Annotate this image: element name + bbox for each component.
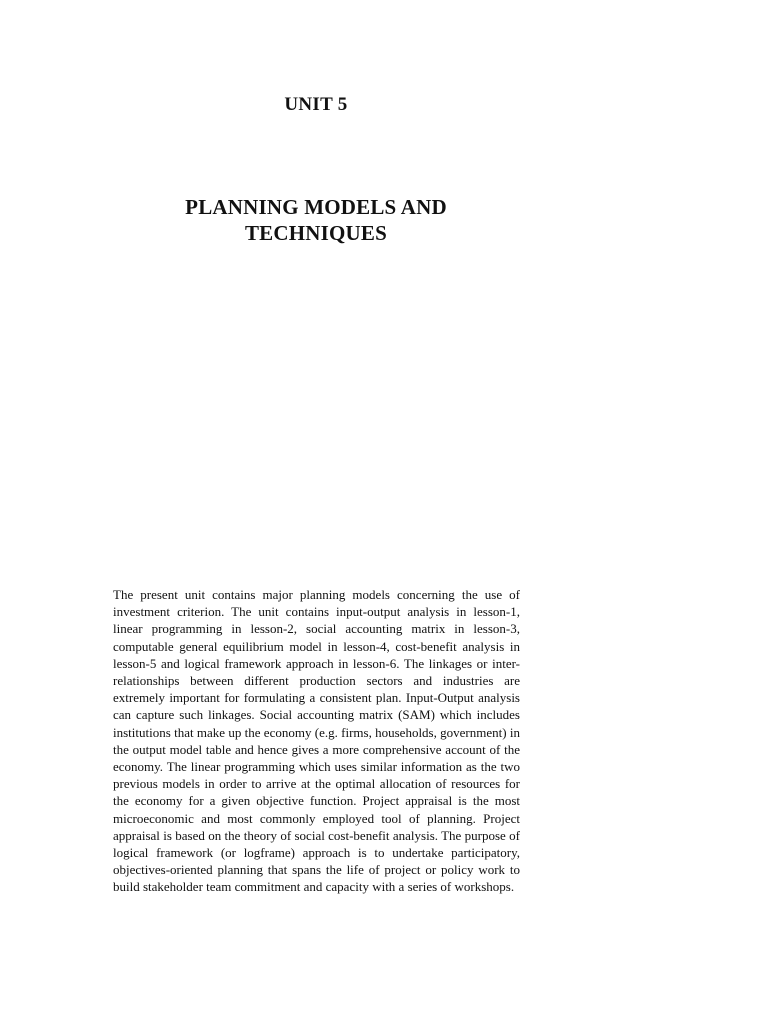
intro-paragraph: The present unit contains major planning models concerning the use of investment criterion. The unit contains input-output analysis in lesson-1, linear programming in lesson-2, social accounting matrix in lesson-3, computable general equilibrium model in lesson-4, cost-benefit analysis in lesson-5 and logical framework approach in lesson-6. The linkages or inter-relationships between different production sectors and industries are extremely important for formulating a consistent plan. Input-Output analysis can capture such linkages. Social accounting matrix (SAM) which includes institutions that make up the economy (e.g. firms, households, government) in the output model table and hence gives a more comprehensive account of the economy. The linear programming which uses similar information as the two previous models in order to arrive at the optimal allocation of resources for the economy for a given objective function. Project appraisal is the most microeconomic and most commonly employed tool of planning. Project appraisal is based on the theory of social cost-benefit analysis. The purpose of logical framework (or logframe) approach is to undertake participatory, objectives-oriented planning that spans the life of project or policy work to build stakeholder team commitment and capacity with a series of workshops. [113,587,520,895]
unit-title-line-2: TECHNIQUES [244,221,388,245]
unit-title [0,194,632,246]
unit-number-heading: UNIT 5 [284,94,348,115]
unit-title-line-1: PLANNING MODELS AND [185,195,447,219]
